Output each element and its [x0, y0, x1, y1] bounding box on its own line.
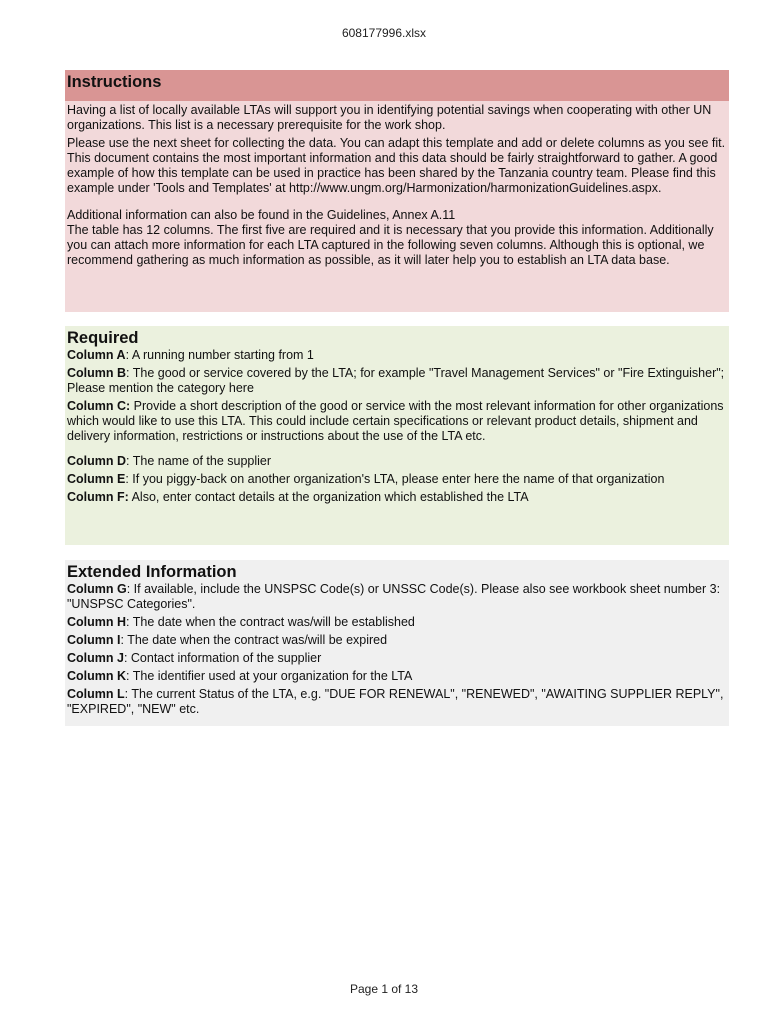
column-j-row	[65, 651, 729, 666]
column-description: A running number starting from 1	[131, 348, 314, 362]
column-description: The name of the supplier	[132, 454, 272, 468]
instructions-paragraph: Having a list of locally available LTAs will support you in identifying potential savings when cooperating with other UN organizations. This list is a necessary prerequisite for the work shop.	[67, 103, 712, 132]
instructions-title: Instructions	[67, 73, 162, 91]
column-sep: :	[126, 366, 133, 380]
column-description: Contact information of the supplier	[130, 651, 322, 665]
column-b-row	[65, 366, 729, 396]
column-label: Column K	[67, 669, 127, 683]
column-label: Column E	[67, 472, 126, 486]
column-description: The current Status of the LTA, e.g. "DUE FOR RENEWAL", "RENEWED", "AWAITING SUPPLIER REPLY", "EXPIRED", "NEW" etc.	[67, 687, 724, 716]
column-l-row	[65, 687, 729, 717]
column-k-row	[65, 669, 729, 684]
column-sep: :	[120, 633, 128, 647]
column-e-row	[65, 472, 729, 487]
instructions-paragraph: The table has 12 columns. The first five are required and it is necessary that you provide this information. Additionally you can attach more information for each LTA captured in the following seven columns. Although this is optional, we recommend gathering as much information as possible, as it will later help you to establish an LTA data base.	[67, 223, 714, 267]
column-sep: :	[126, 582, 134, 596]
column-label: Column H	[67, 615, 127, 629]
column-description: Provide a short description of the good or service with the most relevant information for other organizations which would like to use this LTA. This could include certain specifications or relevant product details, shipment and delivery information, restrictions or instructions about the use of the LTA etc.	[67, 399, 724, 443]
column-label: Column C:	[67, 399, 131, 413]
column-sep: :	[126, 454, 133, 468]
column-label: Column G	[67, 582, 127, 596]
column-label: Column B	[67, 366, 127, 380]
column-description: If you piggy-back on another organization's LTA, please enter here the name of that organization	[132, 472, 665, 486]
instructions-paragraph: Please use the next sheet for collecting the data. You can adapt this template and add or delete columns as you see fit. This document contains the most important information and this data should be fairly straightforward to gather. A good example of how this template can be used in practice has been shared by the Tanzania country team. Please find this example under 'Tools and Templates' at http://www.ungm.org/Harmonization/harmonizationGuidelines.aspx.	[67, 136, 726, 195]
instructions-paragraph: Additional information can also be found in the Guidelines, Annex A.11	[67, 208, 456, 222]
column-f-row	[65, 490, 729, 505]
required-section	[65, 326, 729, 545]
column-sep: :	[126, 615, 133, 629]
column-description: The good or service covered by the LTA; for example "Travel Management Services" or "Fire Extinguisher"; Please mention the category here	[67, 366, 725, 395]
column-sep: :	[123, 651, 131, 665]
column-description: The date when the contract was/will be expired	[127, 633, 388, 647]
column-description: If available, include the UNSPSC Code(s) or UNSSC Code(s). Please also see workbook sheet number 3: "UNSPSC Categories".	[67, 582, 721, 611]
required-title: Required	[67, 329, 139, 347]
column-sep: :	[126, 669, 133, 683]
column-sep: :	[125, 472, 133, 486]
instructions-section	[65, 70, 729, 312]
column-label: Column I	[67, 633, 121, 647]
column-label: Column F:	[67, 490, 129, 504]
column-description: The date when the contract was/will be established	[132, 615, 415, 629]
column-label: Column J	[67, 651, 124, 665]
column-label: Column D	[67, 454, 127, 468]
column-g-row	[65, 582, 729, 612]
column-h-row	[65, 615, 729, 630]
extended-section	[65, 560, 729, 726]
page-number-footer: Page 1 of 13	[349, 982, 419, 996]
column-label: Column A	[67, 348, 126, 362]
column-sep: :	[124, 687, 132, 701]
column-sep: :	[125, 348, 132, 362]
column-description: The identifier used at your organization for the LTA	[132, 669, 413, 683]
extended-title: Extended Information	[67, 563, 237, 581]
file-name-header: 608177996.xlsx	[341, 26, 427, 40]
column-description: Also, enter contact details at the organization which established the LTA	[131, 490, 529, 504]
column-c-row	[65, 399, 729, 444]
column-label: Column L	[67, 687, 125, 701]
column-i-row	[65, 633, 729, 648]
column-a-row	[65, 348, 729, 363]
instructions-title-bar	[65, 70, 729, 101]
column-d-row	[65, 454, 729, 469]
